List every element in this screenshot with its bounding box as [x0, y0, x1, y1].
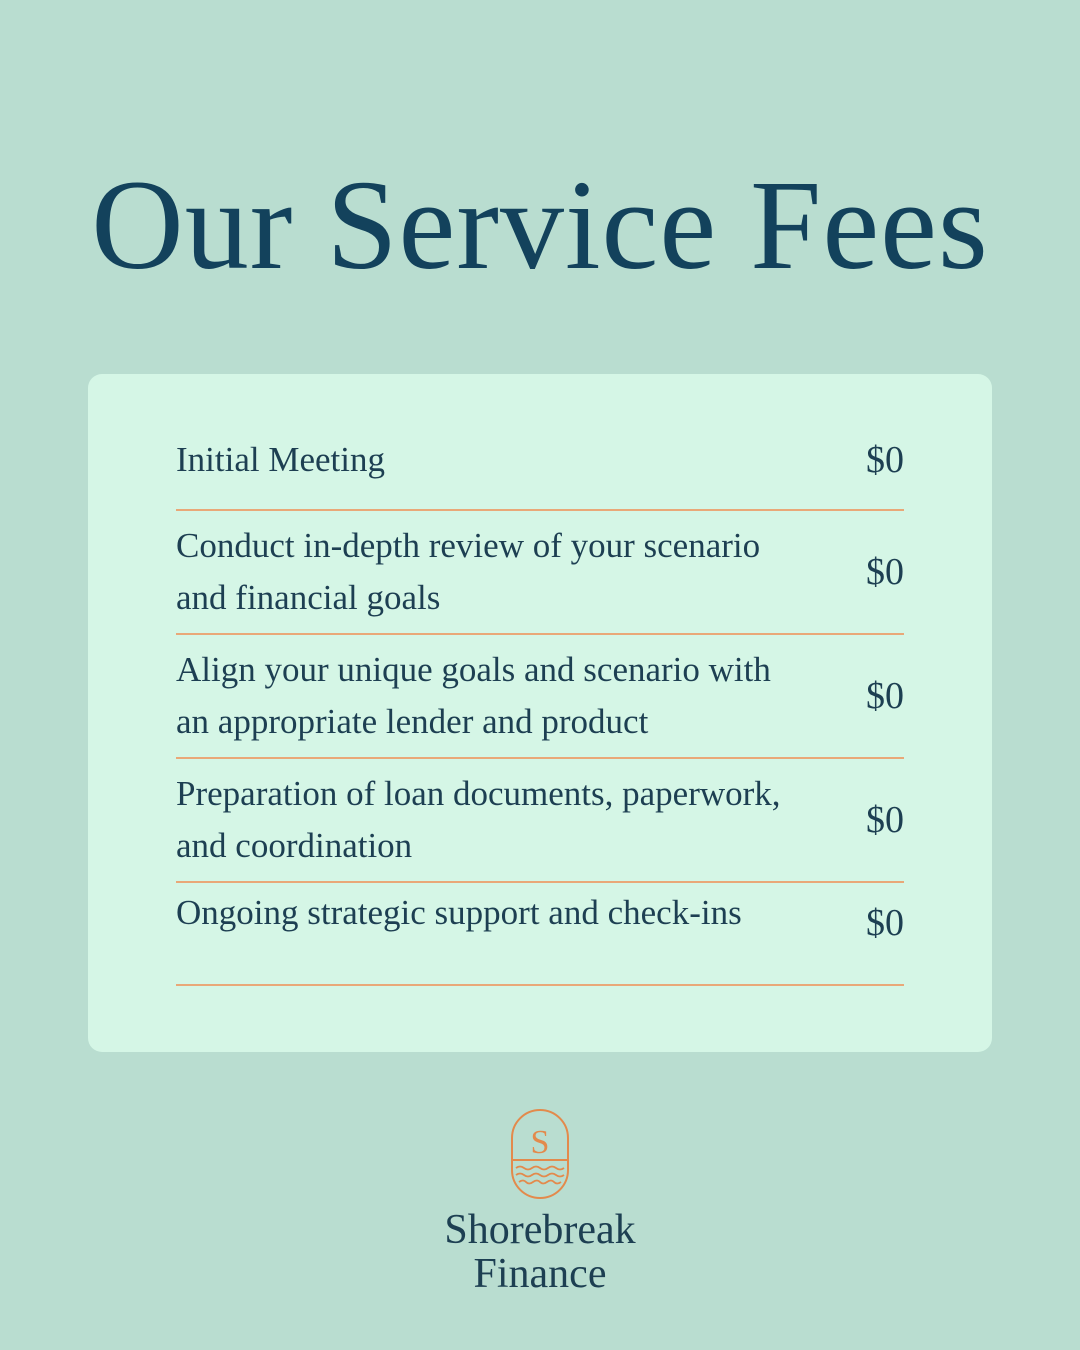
fee-price: $0: [866, 438, 904, 481]
fee-row: [176, 410, 904, 511]
brand-name-line2: Finance: [473, 1251, 607, 1297]
fee-price: $0: [866, 551, 904, 593]
fee-service-label: Align your unique goals and scenario with an appropriate lender and product: [176, 650, 771, 741]
fees-card: [88, 374, 992, 1052]
fee-service-label: Initial Meeting: [176, 439, 385, 479]
page-title: Our Service Fees: [91, 154, 989, 296]
fee-service-label: Ongoing strategic support and check-ins: [176, 893, 742, 932]
fee-service-label: Preparation of loan documents, paperwork, and coordination: [176, 774, 781, 865]
shorebreak-wave-logo-icon: [510, 1108, 570, 1200]
fee-price: $0: [866, 902, 904, 944]
brand-name-line1: Shorebreak: [444, 1207, 636, 1253]
fee-row: [176, 759, 904, 883]
logo-letter: S: [530, 1124, 550, 1161]
fees-table: [176, 410, 904, 986]
fee-row: [176, 511, 904, 635]
fee-price: $0: [866, 799, 904, 841]
fee-row: [176, 883, 904, 986]
brand-name: [0, 1208, 1080, 1296]
fee-row: [176, 635, 904, 759]
fee-price: $0: [866, 675, 904, 717]
fee-service-label: Conduct in-depth review of your scenario and financial goals: [176, 526, 761, 617]
